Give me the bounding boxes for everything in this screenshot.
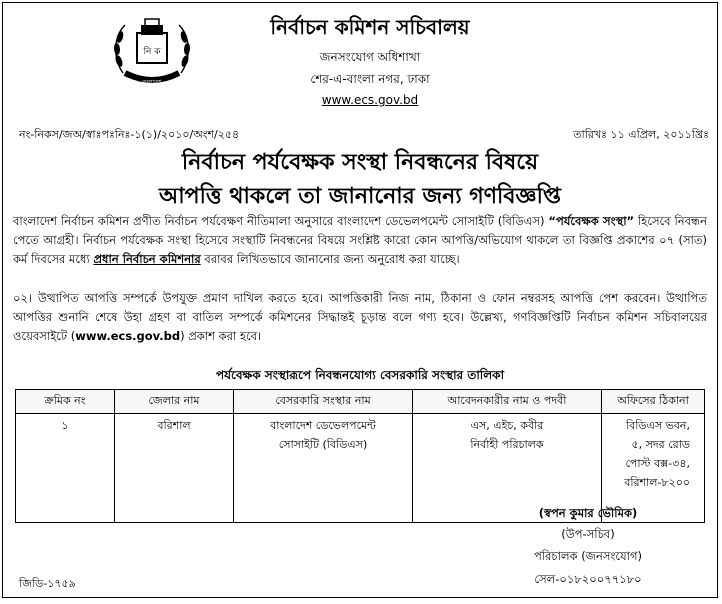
table-header-row [16,390,705,414]
address-line-1: বিডিএস ভবন, [625,419,690,432]
header-serial: ক্রমিক নং [16,390,115,414]
office-address: শের-এ-বাংলা নগর, ঢাকা [310,72,430,86]
paragraph-1-text-c: বরাবর লিখিতভাবে জানানোর জন্য অনুরোধ করা যাচ্ছে। [204,252,460,266]
organization-table [15,389,705,523]
applicant-name: এস, এইচ, কবীর [470,419,544,432]
organization-line-2: সোসাইটি (বিডিএস) [278,438,368,451]
observer-org-term: “পর্যবেক্ষক সংস্থা” [548,214,635,228]
paragraph-2-text: ০২। উত্থাপিত আপত্তি সম্পর্কে উপযুক্ত প্রমাণ দাখিল করতে হবে। আপত্তিকারী নিজ নাম, ঠিকানা ও ফোন নম্বরসহ আপত্তি পেশ করবেন। উত্থাপিত আপত্তির শুনানি শেষে উহা গ্রহণ বা বাতিল সম্পর্কে কমিশনের সিদ্ধান্তই চূড়ান্ত বলে গণ্য হবে। উল্লেখ্য, গণবিজ্ঞপ্তিটি নির্বাচন কমিশন সচিবালয়ের ওয়েবসাইটে ( [13,291,707,343]
header-office-address: অফিসের ঠিকানা [602,390,705,414]
signatory-phone: সেল-০১৮২০০৭৭১৮০ [534,572,642,586]
address-line-2: ৫, সদর রোড [631,438,690,451]
department-name: জনসংযোগ অধিশাখা [319,50,421,64]
gd-number: জিডি-১৭৫৯ [19,577,76,590]
header-district: জেলার নাম [115,390,234,414]
signatory-name: (স্বপন কুমার ভৌমিক) [538,506,638,520]
signatory-role: পরিচালক (জনসংযোগ) [533,549,643,563]
address-line-4: বরিশাল-৮২০০ [624,476,690,489]
chief-election-commissioner: প্রধান নির্বাচন কমিশনার [93,252,201,266]
table-title: পর্যবেক্ষক সংস্থারূপে নিবন্ধনযোগ্য বেসরকারি সংস্থার তালিকা [215,368,505,382]
paragraph-2-end: ) প্রকাশ করা হবে। [180,329,262,343]
paragraph-2 [13,289,707,346]
cell-serial: ১ [16,414,115,523]
headline-line-2: আপত্তি থাকলে তা জানানোর জন্য গণবিজ্ঞপ্তি [159,184,561,209]
paragraph-1 [13,212,707,269]
website-link[interactable]: www.ecs.gov.bd [321,93,419,107]
headline-line-1: নির্বাচন পর্যবেক্ষক সংস্থা নিবন্ধনের বিষয়ে [181,150,539,175]
notice-page [2,2,718,598]
seal-caption: বাংলাদেশ [142,79,162,85]
memo-number: নং-নিকস/জঅ/স্বাঃপঃনিঃ-১(১)/২০১০/অংশ/২৫৪ [19,128,240,141]
header-applicant: আবেদনকারীর নাম ও পদবী [413,390,602,414]
seal-letters: নি ক [143,47,161,57]
cell-organization [234,414,413,523]
memo-date: তারিখঃ ১১ এপ্রিল, ২০১১খ্রিঃ [573,128,709,141]
header-organization: বেসরকারি সংস্থার নাম [234,390,413,414]
address-line-3: পোস্ট বক্স-৩৪, [625,457,690,470]
organization-line-1: বাংলাদেশ ডেভেলপমেন্ট [270,419,376,432]
paragraph-1-text-b: হিসেবে নিবন্ধন পেতে আগ্রহী। নির্বাচন পর্যবেক্ষক সংস্থা হিসেবে সংস্থাটি নিবন্ধনের বিষয়ে সংশ্লিষ্ট কারো কোন আপত্তি/অভিযোগ থাকলে তা বিজ্ঞপ্তি প্রকাশের ০৭ (সাত) কর্ম দিবসের মধ্যে [13,214,707,266]
website-reference-link[interactable]: www.ecs.gov.bd [75,329,181,343]
applicant-designation: নির্বাহী পরিচালক [470,438,544,451]
office-title: নির্বাচন কমিশন সচিবালয় [270,15,470,39]
cell-district: বরিশাল [115,414,234,523]
paragraph-1-text-a: বাংলাদেশ নির্বাচন কমিশন প্রণীত নির্বাচন পর্যবেক্ষণ নীতিমালা অনুসারে বাংলাদেশ ডেভেলপমেন্ট সোসাইটি (বিডিএস) [13,214,545,228]
signatory-designation: (উপ-সচিব) [561,527,615,541]
